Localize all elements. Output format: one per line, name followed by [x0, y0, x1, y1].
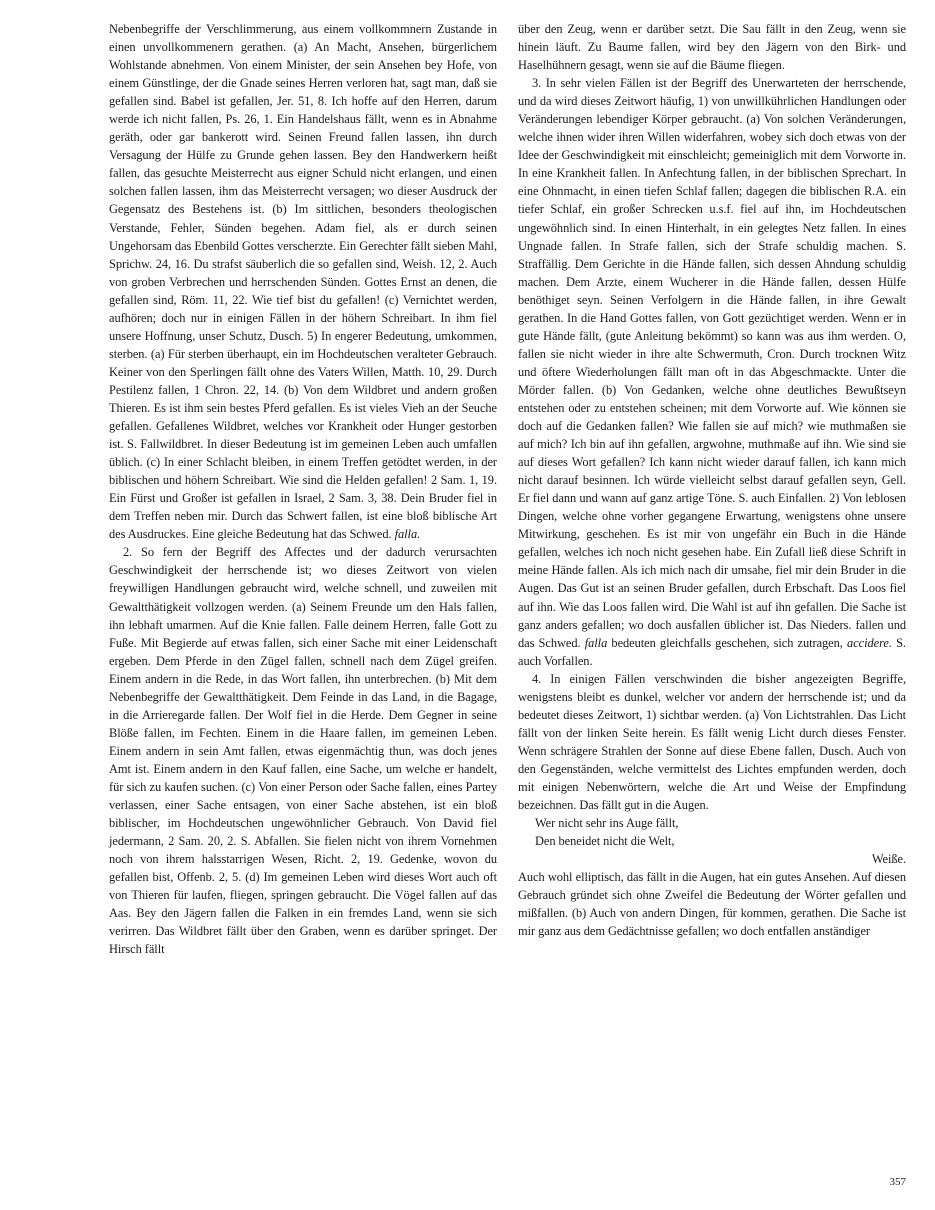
paragraph-3-text: 3. In sehr vielen Fällen ist der Begriff des Unerwarteten der herrschende, und da wird dieses Zeitwort häufig, 1) von unwillkührlichen Handlungen oder Veränderungen lebendiger Körper gebraucht. (a) Von solchen Veränderungen, welche ihnen wider ihren Willen widerfahren, wobey sich doch etwas von der Idee der Geschwindigkeit mit einschleicht; gemeiniglich mit dem Vorworte in. In eine Krankheit fallen. In Anfechtung fallen, in der biblischen Sprechart. In eine Ohnmacht, in einen tiefen Schlaf fallen; dagegen die biblischen R.A. ein tiefer Schlaf, ein großer Schrecken u.s.f. fiel auf ihn, im Hochdeutschen ungewöhnlich sind. In einen Hinterhalt, in ein gelegtes Netz fallen. In eines Ungnade fallen. In Strafe fallen, sich der Strafe schuldig machen. S. Straffällig. Dem Gerichte in die Hände fallen, sich dessen Ahndung schuldig machen. Dem Arzte, einem Wucherer in die Hände fallen, dessen Hülfe benöthiget seyn. Seinen Verfolgern in die Hände fallen, in ihre Gewalt gerathen. In die Hand Gottes fallen, von Gott gezüchtiget werden. Wenn er in gute Hände fällt, (gute Anleitung bekömmt) so kann was aus ihm werden. O, fallen sie nicht wieder in ihre alte Schwermuth, Cron. Durch trocknen Witz und öftere Wiederholungen fällt man oft in das Abgeschmackte. Unter die Mörder fallen. (b) Von Gedanken, welche ohne deutliches Bewußtseyn entstehen oder zu entstehen scheinen; mit dem Vorworte auf. Wie können sie doch auf die Gedanken fallen? Wie fallen sie auf mich? wie muthmaßen sie auf mich? Ich bin auf ihn gefallen, argwohne, muthmaße auf ihn. Wie sind sie auf dieses Wort gefallen? Ich kann nicht wieder darauf fallen, ich kann mich nicht darauf besinnen. Ich würde vielleicht selbst darauf gefallen seyn, Gell. Er fiel dann und wann auf ganz artige Töne. S. auch Einfallen. 2) Von leblosen Dingen, welche ohne vorher gegangene Erwartung, wenigstens ohne unsere Mitwirkung, geschehen. Es ist mir von ungefähr ein Buch in die Hände gefallen, welches ich noch nicht gesehen habe. Ein Zufall ließ diese Schrift in meine Hände fallen. Als ich mich nach dir umsahe, fiel mir dein Bruder in die Augen. Das Gut ist an seinen Bruder gefallen, durch Erbschaft. Das Loos fiel auf ihn. Wie das Loos fallen wird. Die Wahl ist auf ihn gefallen. Die Sache ist ganz anders gefallen; wo doch ausfallen üblicher ist. Das Nieders. fallen und das Schwed.: [518, 76, 906, 650]
verse-line-1: Wer nicht sehr ins Auge fällt,: [535, 816, 679, 831]
verse-author: Weiße.: [871, 852, 906, 867]
paragraph-1-text: Nebenbegriffe der Verschlimmerung, aus einem vollkommnern Zustande in einen unvollkommenern gerathen. (a) An Macht, Ansehen, bürgerlichem Wohlstande abnehmen. Von einem Minister, der sein Ansehen bey Hofe, von einem Günstlinge, der die Gnade seines Herren verloren hat, sagt man, daß sie gefallen sind. Babel ist gefallen, Jer. 51, 8. Ich hoffe auf den Herren, darum werde ich nicht fallen, Ps. 26, 1. Ein Handelshaus fällt, wenn es in Abnahme geräth, oder gar bankerott wird. Seinen Freund fallen lassen, ihn durch Versagung der Hülfe zu Grunde gehen lassen. Bey den Handwerkern heißt fallen, das gesuchte Meisterrecht aus eigner Schuld nicht erlangen, und einen solchen fallen lassen, ihm das Meisterrecht versagen; wo dieser Ausdruck der Gegensatz des Bestehens ist. (b) Im sittlichen, besonders theologischen Verstande, Fehler, Sünden begehen. Adam fiel, als er durch seinen Ungehorsam das Ebenbild Gottes verscherzte. Ein Gerechter fällt sieben Mahl, Sprichw. 24, 16. Du strafst säuberlich die so gefallen sind, Weish. 12, 2. Auch von groben Verbrechen und herrschenden Sünden. Gottes Ernst an denen, die gefallen sind, Röm. 11, 22. Wie tief bist du gefallen! (c) Vernichtet werden, aufhören; doch nur in einigen Fällen in der höhern Schreibart. In ihm fiel unsere Hoffnung, unser Schutz, Dusch. 5) In engerer Bedeutung, umkommen, sterben. (a) Für sterben überhaupt, ein im Hochdeutschen veralteter Gebrauch. Keiner von den Sperlingen fällt ohne des Vaters Willen, Matth. 10, 29. Durch Pestilenz fallen, 1 Chron. 22, 14. (b) Von dem Wildbret und andern großen Thieren. Es ist ihm sein bestes Pferd gefallen. Es ist vieles Vieh an der Seuche gefallen. Gefallenes Wildbret, welches vor Krankheit oder Hunger gestorben ist. S. Fallwildbret. In dieser Bedeutung ist im gemeinen Leben auch umfallen üblich. (c) In einer Schlacht bleiben, in einem Treffen getödtet werden, in der biblischen und höhern Schreibart. Wie sind die Helden gefallen! 2 Sam. 1, 19. Ein Fürst und Großer ist gefallen in Israel, 2 Sam. 3, 38. Dein Bruder fiel in dem Treffen neben mir. Durch das Schwert fallen, ist eine bloß biblische Art des Ausdruckes. Eine gleiche Bedeutung hat das Schwed.: [109, 22, 497, 542]
page-number: 357: [889, 1176, 906, 1188]
paragraph-1: [109, 20, 497, 543]
verse-line-2: Den beneidet nicht die Welt,: [535, 834, 675, 849]
paragraph-3-end: S. auch Vorfallen.: [518, 635, 906, 668]
paragraph-3: [518, 74, 906, 670]
italic-term-accidere: accidere.: [847, 635, 892, 650]
paragraph-5: Auch wohl elliptisch, das fällt in die Augen, hat ein gutes Ansehen. Auf diesen Gebrauch gründet sich ohne Zweifel die Bedeutung der Wörter gefallen und mißfallen. (b) Auch von andern Dingen, für kommen, gerathen. Die Sache ist mir ganz aus dem Gedächtnisse gefallen; wo doch entfallen anständiger: [518, 870, 906, 939]
paragraph-3-mid: bedeuten gleichfalls geschehen, sich zutragen,: [611, 635, 843, 650]
italic-term-falla: falla: [584, 635, 608, 650]
paragraph-continuation: über den Zeug, wenn er darüber setzt. Die Sau fällt in den Zeug, wenn sie hinein läuft. Zu Baume fallen, wird bey den Jägern von den Birk- und Haselhühnern gesagt, wenn sie auf die Bäume fliegen.: [518, 22, 906, 73]
right-column: [518, 20, 906, 940]
left-column: [109, 20, 497, 958]
paragraph-2: 2. So fern der Begriff des Affectes und der dadurch verursachten Geschwindigkeit der herrschende ist; wo dieses Zeitwort von vielen freywilligen Handlungen gebraucht wird, welche schnell, und zuweilen mit Gewaltthätigkeit vollzogen werden. (a) Seinem Freunde um den Hals fallen, ihn lebhaft umarmen. Auf die Knie fallen. Falle deinem Herren, falle Gott zu Fuße. Mit Begierde auf etwas fallen, sich einer Sache mit einer Leidenschaft ergeben. Dem Pferde in den Zügel fallen, schnell nach dem Zügel greifen. Einem andern in die Rede, in das Wort fallen, ihn unterbrechen. (b) Mit dem Nebenbegriffe der Gewaltthätigkeit. Dem Feinde in das Land, in die Bagage, in die Arrieregarde fallen. Der Wolf fiel in die Herde. Dem Gegner in seine Blöße fallen, im Fechten. Einem in die Haare fallen, im gemeinen Leben. Einem andern in sein Amt fallen, etwas eigenmächtig thun, was doch jenes Amt ist. Einem andern in den Kauf fallen, eine Sache, um welche er handelt, für sich zu kaufen suchen. (c) Von einer Person oder Sache fallen, eines Partey verlassen, einer Sache entsagen, von einer Sache abstehen, ist ein bloß biblischer, im Hochdeutschen ungewöhnlicher Gebrauch. Von David fiel jedermann, 2 Sam. 20, 2. S. Abfallen. Sie fielen nicht von ihrem Vornehmen noch von ihrem halsstarrigen Wesen, Richt. 2, 19. Gedenke, wovon du gefallen bist, Offenb. 2, 5. (d) Im gemeinen Leben wird dieses Wort auch oft von Thieren für laufen, fliegen, springen gebraucht. Die Vögel fallen auf das Aas. Bey den Jägern fallen die Falken in ein fremdes Land, wenn sie sich verirren. Das Wildbret fällt über den Graben, wenn es darüber springet. Der Hirsch fällt: [109, 545, 497, 957]
italic-term-falla: falla.: [394, 527, 421, 542]
paragraph-4: 4. In einigen Fällen verschwinden die bisher angezeigten Begriffe, wenigstens bleibt es dunkel, welcher vor andern der herrschende ist; und da bedeutet dieses Zeitwort, 1) sichtbar werden. (a) Von Lichtstrahlen. Das Licht fällt von der linken Seite herein. Es fällt wenig Licht durch dieses Fenster. Wenn schrägere Strahlen der Sonne auf diese Ebene fallen, Dusch. Auch von den Gegenständen, welche vermittelst des Lichtes empfunden werden, doch mit einigen Nebenwörtern, welche die Art und Weise der Empfindung bezeichnen. Das fällt gut in die Augen.: [518, 671, 906, 813]
